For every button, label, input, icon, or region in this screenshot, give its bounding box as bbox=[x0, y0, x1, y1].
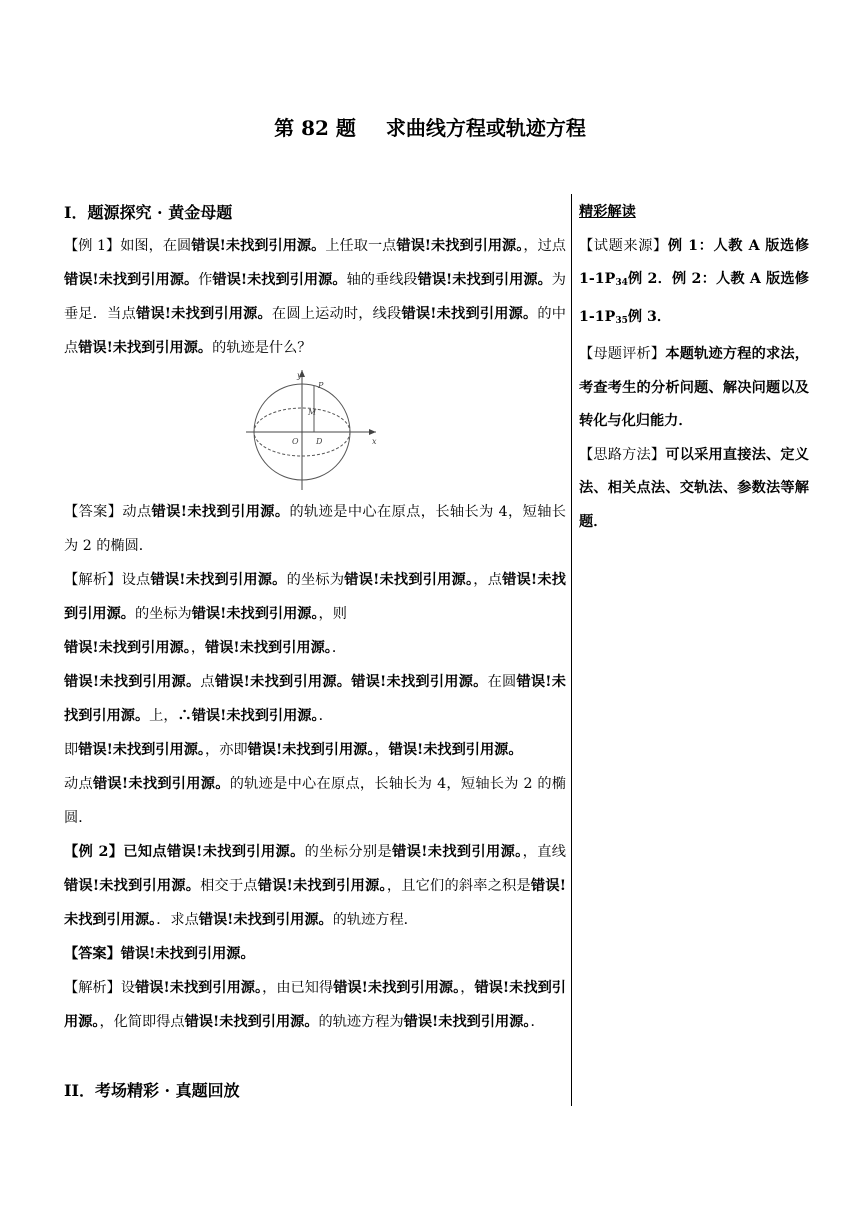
answer-2: 【答案】错误!未找到引用源。 bbox=[64, 946, 255, 962]
answer-1: 【答案】动点错误!未找到引用源。的轨迹是中心在原点，长轴长为 4，短轴长为 2 的椭圆． bbox=[64, 504, 566, 554]
error-ref: 错误!未找到引用源。 bbox=[64, 572, 566, 622]
section-title-2: II．考场精彩 · 真题回放 bbox=[64, 1081, 240, 1100]
sidebar-source: 【试题来源】例 1：人教 A 版选修 $1-1P_{34}$例 2．例 2：人教 A 版选修 $1-1P_{35}$例 3． bbox=[579, 237, 809, 326]
analysis-1-line-3: 错误!未找到引用源。点错误!未找到引用源。错误!未找到引用源。在圆错误!未找到引用源。上，∴错误!未找到引用源。． bbox=[64, 674, 566, 724]
fig-label: x bbox=[372, 437, 377, 446]
error-ref: 错误!未找到引用源。 bbox=[64, 272, 199, 288]
analysis-1-line-1: 【解析】设点错误!未找到引用源。的坐标为错误!未找到引用源。，点错误!未找到引用源。的坐标为错误!未找到引用源。，则 bbox=[64, 572, 566, 622]
error-ref: 错误!未找到引用源。 bbox=[257, 878, 387, 894]
error-ref: 错误!未找到引用源。 bbox=[198, 912, 333, 928]
section-title-1: I．题源探究 · 黄金母题 bbox=[64, 203, 233, 222]
error-ref: 错误!未找到引用源。 bbox=[135, 306, 272, 322]
error-ref: 错误!未找到引用源。 bbox=[388, 742, 523, 758]
fig-label: O bbox=[292, 437, 299, 446]
error-ref: 错误!未找到引用源。 bbox=[351, 674, 488, 690]
error-ref: 错误!未找到引用源。 bbox=[78, 340, 213, 356]
analysis-1-line-4: 即错误!未找到引用源。，亦即错误!未找到引用源。，错误!未找到引用源。 bbox=[64, 742, 523, 758]
main-column bbox=[64, 198, 566, 1039]
error-ref: 错误!未找到引用源。 bbox=[401, 306, 538, 322]
error-ref: 错误!未找到引用源。 bbox=[166, 844, 305, 860]
fig-label: P bbox=[318, 381, 324, 390]
error-ref: 错误!未找到引用源。 bbox=[64, 878, 201, 894]
error-ref: 错误!未找到引用源。 bbox=[205, 640, 332, 656]
error-ref: 错误!未找到引用源。 bbox=[212, 272, 347, 288]
error-ref: 错误!未找到引用源。 bbox=[344, 572, 474, 588]
figure bbox=[64, 365, 566, 495]
page-title bbox=[0, 112, 860, 141]
fig-label: D bbox=[316, 437, 323, 446]
error-ref: 错误!未找到引用源。 bbox=[64, 878, 566, 928]
error-ref: 错误!未找到引用源。 bbox=[64, 640, 191, 656]
error-ref: 错误!未找到引用源。 bbox=[64, 674, 201, 690]
error-ref: 错误!未找到引用源。 bbox=[392, 844, 523, 860]
error-ref: 错误!未找到引用源。 bbox=[417, 272, 552, 288]
error-ref: 错误!未找到引用源。 bbox=[214, 674, 352, 690]
analysis-2: 【解析】设错误!未找到引用源。，由已知得错误!未找到引用源。，错误!未找到引用源。，化简即得点错误!未找到引用源。的轨迹方程为错误!未找到引用源。． bbox=[64, 980, 566, 1030]
error-ref: 错误!未找到引用源。 bbox=[78, 742, 206, 758]
error-ref: 错误!未找到引用源。 bbox=[120, 946, 255, 962]
sidebar-review: 【母题评析】本题轨迹方程的求法，考查考生的分析问题、解决问题以及转化与化归能力． bbox=[579, 346, 809, 429]
ellipse-circle-diagram-icon bbox=[242, 368, 382, 492]
error-ref: 错误!未找到引用源。 bbox=[151, 504, 290, 520]
error-ref: 错误!未找到引用源。 bbox=[184, 1014, 319, 1030]
analysis-1-line-5: 动点错误!未找到引用源。的轨迹是中心在原点，长轴长为 4，短轴长为 2 的椭圆． bbox=[64, 776, 566, 826]
error-ref: 错误!未找到引用源。 bbox=[333, 980, 461, 996]
fig-label: y bbox=[297, 371, 302, 380]
error-ref: 错误!未找到引用源。 bbox=[150, 572, 287, 588]
error-ref: 错误!未找到引用源。 bbox=[247, 742, 375, 758]
fig-label: M bbox=[308, 408, 317, 417]
sidebar-method: 【思路方法】可以采用直接法、定义法、相关点法、交轨法、参数法等解题． bbox=[579, 446, 809, 530]
error-ref: 错误!未找到引用源。 bbox=[92, 776, 230, 792]
problem-topic: 求曲线方程或轨迹方程 bbox=[385, 116, 586, 140]
error-ref: 错误!未找到引用源。 bbox=[191, 708, 319, 724]
error-ref: 错误!未找到引用源。 bbox=[396, 238, 524, 254]
example-2: 【例 2】已知点错误!未找到引用源。的坐标分别是错误!未找到引用源。，直线错误!未找到引用源。相交于点错误!未找到引用源。，且它们的斜率之积是错误!未找到引用源。．求点错误!未找到引用源。的轨迹方程． bbox=[64, 844, 566, 928]
error-ref: 错误!未找到引用源。 bbox=[403, 1014, 531, 1030]
therefore-symbol: ∴ bbox=[177, 708, 192, 724]
example-1: 【例 1】如图，在圆错误!未找到引用源。上任取一点错误!未找到引用源。，过点错误!未找到引用源。作错误!未找到引用源。轴的垂线段错误!未找到引用源。为垂足．当点错误!未找到引用源。在圆上运动时，线段错误!未找到引用源。的中点错误!未找到引用源。的轨迹是什么？ bbox=[64, 238, 566, 356]
sidebar bbox=[579, 196, 809, 539]
analysis-1-line-2: 错误!未找到引用源。，错误!未找到引用源。． bbox=[64, 640, 347, 656]
sidebar-heading: 精彩解读 bbox=[579, 204, 636, 220]
error-ref: 错误!未找到引用源。 bbox=[64, 674, 566, 724]
error-ref: 错误!未找到引用源。 bbox=[135, 980, 263, 996]
error-ref: 错误!未找到引用源。 bbox=[64, 980, 566, 1030]
error-ref: 错误!未找到引用源。 bbox=[191, 238, 326, 254]
problem-number: 第 82 题 bbox=[274, 116, 356, 140]
column-divider bbox=[571, 194, 572, 1106]
error-ref: 错误!未找到引用源。 bbox=[191, 606, 319, 622]
